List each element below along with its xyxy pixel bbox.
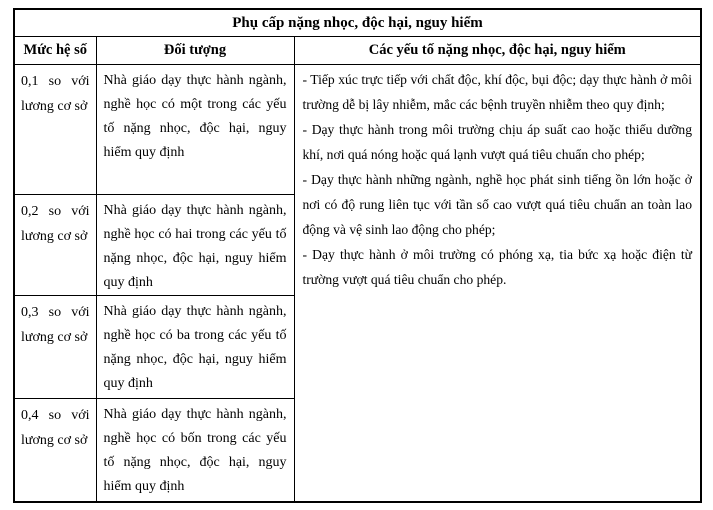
subject-cell: Nhà giáo dạy thực hành ngành, nghề học có hai trong các yếu tố nặng nhọc, độc hại, nguy hiểm quy định: [96, 195, 294, 296]
factor-item: - Tiếp xúc trực tiếp với chất độc, khí độc, bụi độc; dạy thực hành ở môi trường dễ bị lây nhiễm, mắc các bệnh truyền nhiễm theo quy định;: [302, 72, 692, 112]
subject-cell: Nhà giáo dạy thực hành ngành, nghề học có bốn trong các yếu tố nặng nhọc, độc hại, nguy hiểm quy định: [96, 399, 294, 502]
subject-cell: Nhà giáo dạy thực hành ngành, nghề học có ba trong các yếu tố nặng nhọc, độc hại, nguy hiểm quy định: [96, 296, 294, 399]
coefficient-cell: 0,3 so với lương cơ sở: [14, 296, 96, 399]
subject-cell: Nhà giáo dạy thực hành ngành, nghề học có một trong các yếu tố nặng nhọc, độc hại, nguy hiểm quy định: [96, 65, 294, 195]
coefficient-cell: 0,2 so với lương cơ sở: [14, 195, 96, 296]
table-header-row: [14, 37, 701, 65]
table-title: Phụ cấp nặng nhọc, độc hại, nguy hiểm: [14, 9, 701, 37]
factors-cell: [294, 65, 701, 502]
table-row: [14, 65, 701, 195]
hazard-allowance-table: [13, 8, 702, 503]
column-header-subject: Đối tượng: [96, 37, 294, 65]
column-header-factors: Các yếu tố nặng nhọc, độc hại, nguy hiểm: [294, 37, 701, 65]
factor-item: - Dạy thực hành trong môi trường chịu áp suất cao hoặc thiếu dưỡng khí, nơi quá nóng hoặc quá lạnh vượt quá tiêu chuẩn cho phép;: [302, 122, 692, 162]
factor-item: - Dạy thực hành những ngành, nghề học phát sinh tiếng ồn lớn hoặc ở nơi có độ rung liên tục với tần số cao vượt quá tiêu chuẩn an toàn lao động và vệ sinh lao động cho phép;: [302, 172, 692, 237]
column-header-coefficient: Mức hệ số: [14, 37, 96, 65]
coefficient-cell: 0,4 so với lương cơ sở: [14, 399, 96, 502]
coefficient-cell: 0,1 so với lương cơ sở: [14, 65, 96, 195]
factor-item: - Dạy thực hành ở môi trường có phóng xạ, tia bức xạ hoặc điện từ trường vượt quá tiêu chuẩn cho phép.: [302, 247, 692, 287]
table-title-row: [14, 9, 701, 37]
